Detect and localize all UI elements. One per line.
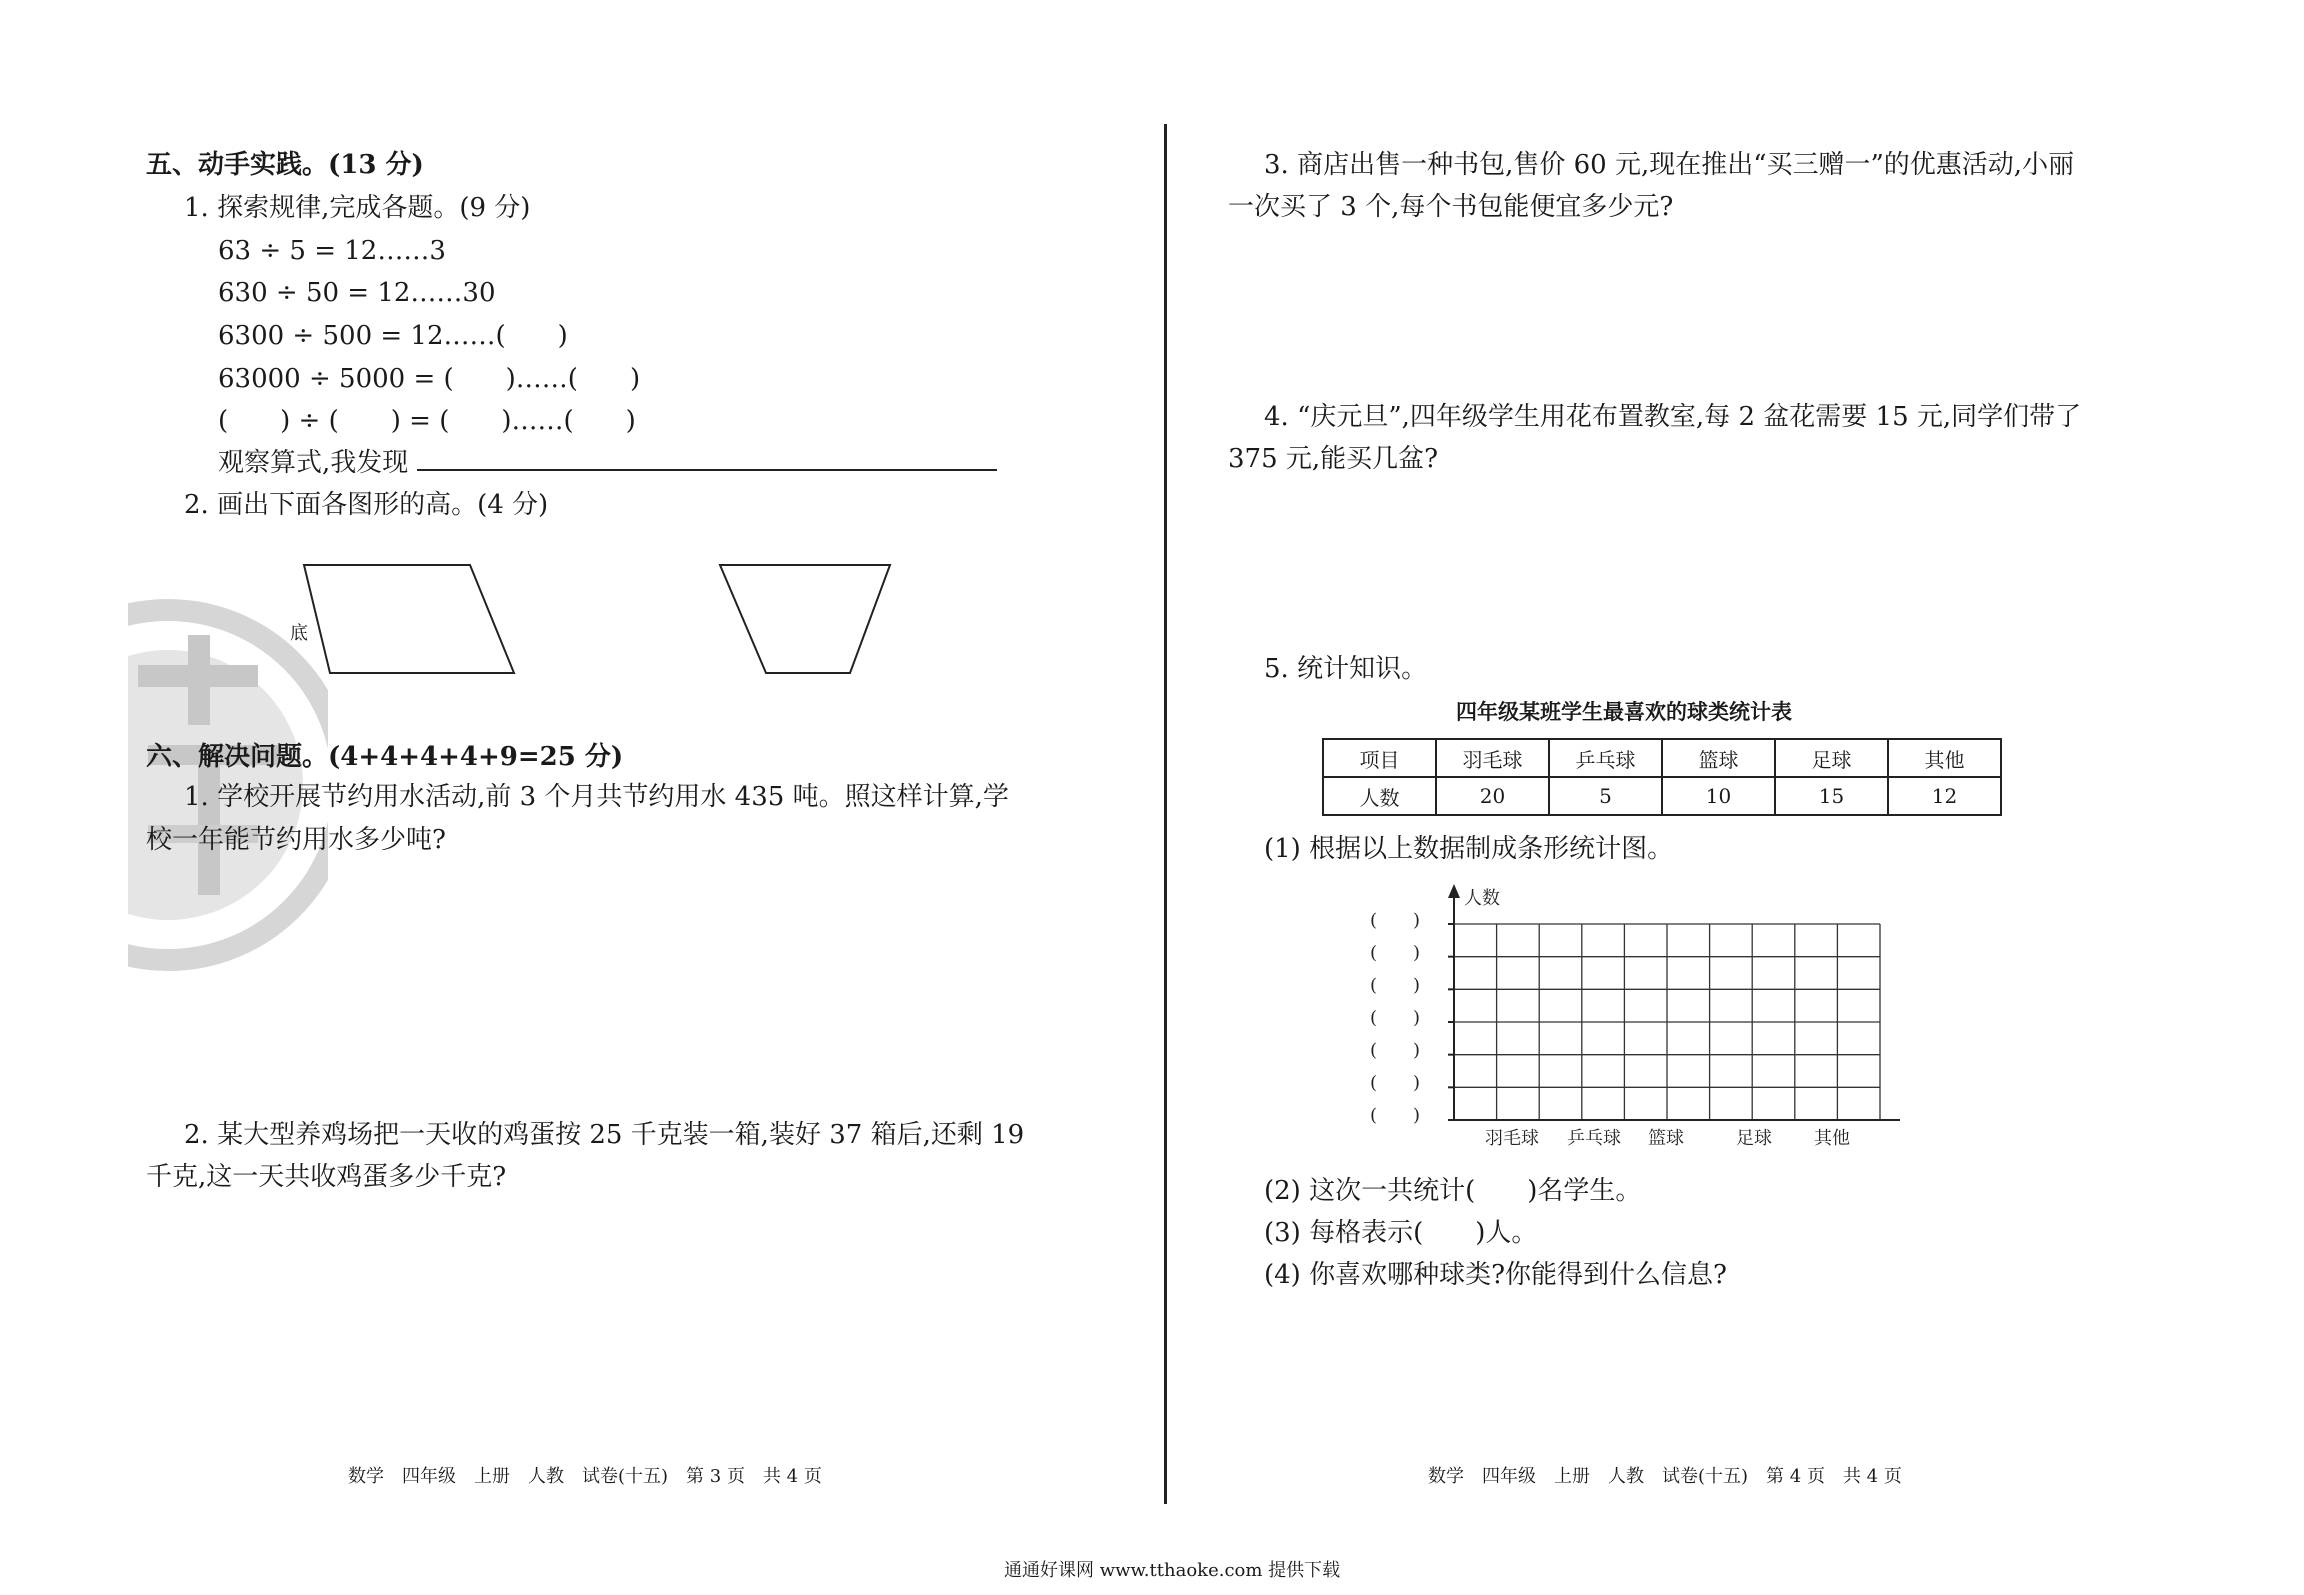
table-cell: 20 [1436,777,1549,815]
problem4-line2: 375 元,能买几盆? [1228,444,1439,474]
problem1-line2: 校一年能节约用水多少吨? [146,825,446,855]
table-cell: 12 [1888,777,2001,815]
problem2-line2: 千克,这一天共收鸡蛋多少千克? [146,1162,507,1192]
problem5-title: 5. 统计知识。 [1264,654,1428,684]
x-axis-label: 篮球 [1648,1128,1684,1149]
problem3-line2: 一次买了 3 个,每个书包能便宜多少元? [1228,192,1674,222]
sub-question-4: (4) 你喜欢哪种球类?你能得到什么信息? [1264,1260,1727,1290]
grid-lines [1448,924,1880,1120]
table-header: 其他 [1888,739,2001,777]
table-cell: 10 [1662,777,1775,815]
q2-title: 2. 画出下面各图形的高。(4 分) [184,490,549,520]
answer-blank[interactable] [417,447,997,471]
table-cell: 15 [1775,777,1888,815]
equation-2: 630 ÷ 50 = 12……30 [218,278,496,308]
shapes-figure [280,555,920,685]
table-header: 篮球 [1662,739,1775,777]
x-axis-label: 乒乓球 [1567,1128,1621,1149]
table-header: 足球 [1775,739,1888,777]
equation-4: 63000 ÷ 5000 = ( )……( ) [218,364,641,394]
x-axis-label: 其他 [1814,1128,1850,1149]
section6-title: 六、解决问题。(4+4+4+4+9=25 分) [146,742,624,772]
stats-table [1322,738,2002,816]
equation-3: 6300 ÷ 500 = 12……( ) [218,321,568,351]
problem1-line1: 1. 学校开展节约用水活动,前 3 个月共节约用水 435 吨。照这样计算,学 [184,782,1009,812]
table-header: 羽毛球 [1436,739,1549,777]
table-header: 乒乓球 [1549,739,1662,777]
y-axis-labels [1370,910,1420,1126]
page-divider [1164,124,1167,1504]
observe-line [218,446,997,480]
y-axis-title: 人数 [1464,888,1500,909]
y-axis-placeholder: ( ) [1370,942,1421,964]
q1-title: 1. 探索规律,完成各题。(9 分) [184,193,531,223]
equation-5: ( ) ÷ ( ) = ( )……( ) [218,406,636,436]
x-axis-label: 羽毛球 [1485,1128,1539,1149]
base-label: 底 [290,623,308,644]
y-axis-placeholder: ( ) [1370,1072,1421,1094]
problem4-line1: 4. “庆元旦”,四年级学生用花布置教室,每 2 盆花需要 15 元,同学们带了 [1264,402,2082,432]
sub-question-1: (1) 根据以上数据制成条形统计图。 [1264,834,1674,864]
footer-right: 数学 四年级 上册 人教 试卷(十五) 第 4 页 共 4 页 [1428,1466,1902,1487]
equation-1: 63 ÷ 5 = 12……3 [218,236,446,266]
y-axis-placeholder: ( ) [1370,1040,1421,1061]
table-title: 四年级某班学生最喜欢的球类统计表 [1456,699,1792,724]
section5-title: 五、动手实践。(13 分) [146,150,424,180]
table-cell: 5 [1549,777,1662,815]
problem2-line1: 2. 某大型养鸡场把一天收的鸡蛋按 25 千克装一箱,装好 37 箱后,还剩 19 [184,1120,1025,1150]
y-axis-placeholder: ( ) [1370,910,1421,931]
y-axis-arrow [1448,884,1460,898]
problem3-line1: 3. 商店出售一种书包,售价 60 元,现在推出“买三赠一”的优惠活动,小丽 [1264,150,2075,180]
footer-left: 数学 四年级 上册 人教 试卷(十五) 第 3 页 共 4 页 [348,1466,822,1487]
table-row-label: 人数 [1323,777,1436,815]
bottom-credit: 通通好课网 www.tthaoke.com 提供下载 [1004,1560,1341,1581]
sub-question-2: (2) 这次一共统计( )名学生。 [1264,1176,1642,1206]
table-row [1323,777,2001,815]
y-axis-placeholder: ( ) [1370,975,1421,996]
sub-question-3: (3) 每格表示( )人。 [1264,1218,1538,1248]
trapezoid-shape [720,565,890,673]
observe-label: 观察算式,我发现 [218,448,409,478]
y-axis-placeholder: ( ) [1370,1007,1421,1029]
x-axis-label: 足球 [1736,1128,1772,1149]
y-axis-placeholder: ( ) [1370,1105,1421,1126]
parallelogram-shape [304,565,514,673]
table-header: 项目 [1323,739,1436,777]
bar-chart-grid [1370,880,1910,1150]
table-header-row [1323,739,2001,777]
x-axis-labels [1485,1128,1850,1149]
